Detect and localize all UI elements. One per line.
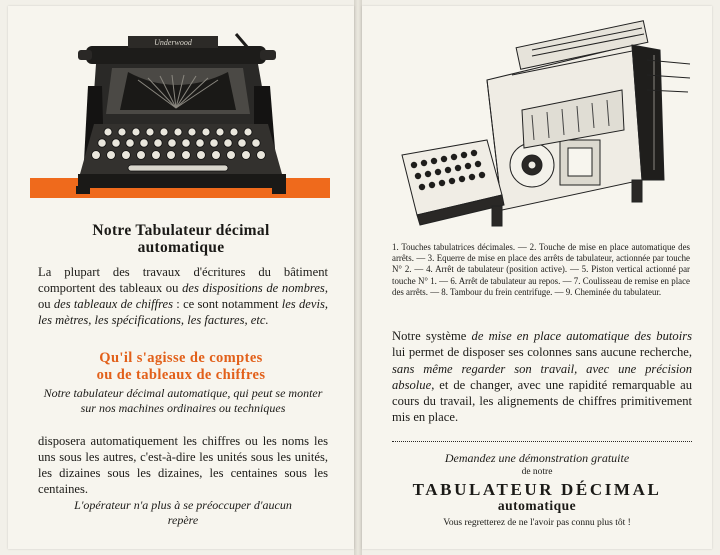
de-notre-line: de notre <box>521 467 553 477</box>
dotted-divider <box>392 441 692 442</box>
demand-line: Demandez une démonstration gratuite <box>444 451 630 465</box>
tabulator-diagram <box>392 20 692 230</box>
intro-text-e: : ce sont notamment <box>173 297 282 311</box>
intro-text-f: les devis, les mètres, les spécifications, les factures, etc. <box>38 297 329 327</box>
main-text-c: lui permet de disposer ses colonnes sans aucune recherche, <box>392 345 692 360</box>
orange-heading-line-2: ou de tableaux de chiffres <box>96 367 266 383</box>
intro-text-b: des dispositions de nombres <box>182 281 325 295</box>
regret-line: Vous regretterez de ne l'avoir pas connu plus tôt ! <box>443 518 631 528</box>
left-page <box>8 6 354 549</box>
typewriter-illustration <box>68 26 298 201</box>
title-line-2: automatique <box>137 239 225 256</box>
right-page <box>362 6 712 549</box>
main-paragraph <box>392 328 692 426</box>
italic-paragraph: Notre tabulateur décimal automatique, qui peut se monter sur nos machines ordinaires ou techniques <box>43 386 323 415</box>
main-text-b: de mise en place automatique des butoirs <box>471 329 692 343</box>
intro-text-c: , ou <box>38 281 328 311</box>
main-text-a: Notre système <box>392 329 472 343</box>
typewriter-icon <box>68 26 298 201</box>
closing-italic: L'opérateur n'a plus à se préoccuper d'aucun repère <box>74 498 292 527</box>
second-paragraph: disposera automatiquement les chiffres ou les noms les uns sous les autres, c'est-à-dire les unités sous les unités, les dizaines sous les dizaines, les centaines sous les centaines. <box>38 434 328 496</box>
automatique-label: automatique <box>497 498 577 513</box>
tabulateur-title: TABULATEUR DÉCIMAL <box>412 480 662 499</box>
intro-text-d: des tableaux de chiffres <box>53 297 174 311</box>
intro-text-a: La plupart des travaux d'écritures du bâtiment comportent des tableaux ou <box>38 265 328 295</box>
main-text-d: sans même regarder son travail, avec une précision absolue <box>392 361 692 392</box>
orange-heading-line-1: Qu'il s'agisse de comptes <box>99 350 263 366</box>
intro-paragraph <box>38 264 328 328</box>
brand-label: Underwood <box>154 38 192 47</box>
title-line-1: Notre Tabulateur décimal <box>92 222 270 239</box>
main-text-e: , et de changer, avec une rapidité remarquable au cours du travail, les alignements de chiffres primitivement mis en place. <box>392 377 692 425</box>
diagram-caption: 1. Touches tabulatrices décimales. — 2. Touche de mise en place automatique des arrêts. — 3. Equerre de mise en place des arrêts de tabulateur, actionnée par touche N° 2. — 4. Arrêt de tabulateur (position active). — 5. Piston vertical actionné par touche N° 1. — 6. Arrêt de tabulateur au repos. — 7. Coulisseau de remise en place des arrêts. — 8. Tambour du frein centrifuge. — 9. Cheminée du tabulateur. <box>392 242 690 297</box>
tabulator-mechanism-diagram-icon <box>392 20 692 230</box>
book-gutter <box>354 0 362 555</box>
